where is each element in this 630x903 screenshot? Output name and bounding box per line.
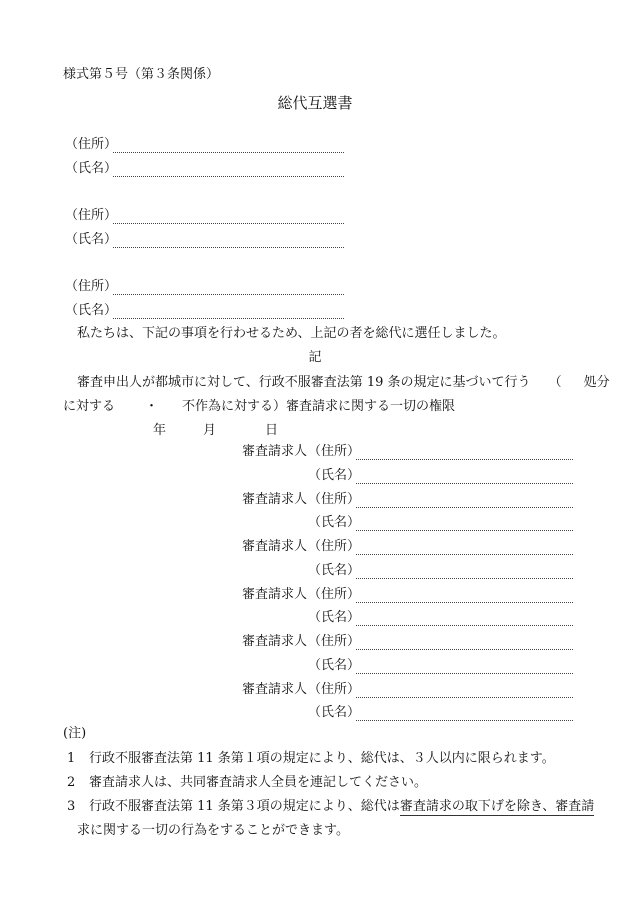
appointment-statement: 私たちは、下記の事項を行わせるため、上記の者を総代に選任しました。 [77, 326, 506, 341]
representative-name-label: （氏名） [65, 303, 118, 318]
requester-name-field[interactable] [356, 530, 573, 531]
requester-name-field[interactable] [356, 720, 573, 721]
requester-address-field[interactable] [356, 459, 573, 460]
requester-address-field[interactable] [356, 602, 573, 603]
ki-heading: 記 [308, 350, 322, 365]
document-title: 総代互選書 [277, 94, 353, 112]
representative-name-field[interactable] [113, 247, 344, 248]
requester-address-field[interactable] [356, 507, 573, 508]
requester-address-label: （住所） [308, 586, 361, 602]
option-open-paren: （ [548, 375, 562, 390]
authority-tail: 審査請求に関する一切の権限 [286, 399, 456, 414]
representative-address-field[interactable] [113, 294, 344, 295]
option-separator: ・ [145, 399, 159, 414]
requester-address-label: （住所） [308, 681, 361, 697]
authority-line-2 [63, 400, 455, 413]
representative-address-label: （住所） [65, 137, 118, 152]
requester-role-label: 審査請求人 [242, 491, 308, 507]
requester-name-label: （氏名） [308, 515, 361, 530]
requester-address-field[interactable] [356, 554, 573, 555]
requester-address-field[interactable] [356, 649, 573, 650]
notes-heading: (注) [63, 726, 87, 741]
representative-name-label: （氏名） [65, 232, 118, 247]
requester-name-label: （氏名） [308, 562, 361, 578]
requester-name-field[interactable] [356, 625, 573, 626]
option-disposition-cont: に対する [63, 399, 116, 414]
requester-name-field[interactable] [356, 578, 573, 579]
note-1-number: 1 [67, 751, 76, 766]
representative-address-field[interactable] [113, 223, 344, 224]
requester-role-label: 審査請求人 [242, 586, 308, 602]
requester-name-label: （氏名） [308, 467, 361, 483]
requester-role-label: 審査請求人 [242, 634, 308, 649]
representative-address-label: （住所） [65, 208, 118, 223]
form-number: 様式第５号（第３条関係） [63, 67, 220, 82]
requester-name-label: （氏名） [308, 610, 361, 625]
requester-role-label: 審査請求人 [242, 444, 308, 459]
representative-name-field[interactable] [113, 176, 344, 177]
representative-name-field[interactable] [113, 318, 344, 319]
authority-line-1 [77, 376, 610, 389]
note-3-number: 3 [67, 799, 76, 814]
representative-address-field[interactable] [113, 152, 344, 153]
requester-name-field[interactable] [356, 673, 573, 674]
note-3-line-1 [89, 800, 594, 813]
requester-role-label: 審査請求人 [242, 681, 308, 697]
representative-name-label: （氏名） [65, 161, 118, 176]
date-day-label: 日 [265, 423, 279, 438]
date-year-label: 年 [153, 423, 167, 438]
requester-name-label: （氏名） [308, 657, 361, 673]
note-1-text: 行政不服審査法第 11 条第１項の規定により、総代は、３人以内に限られます。 [89, 751, 555, 766]
date-month-label: 月 [203, 423, 217, 438]
requester-address-label: （住所） [308, 634, 361, 649]
note-2-text: 審査請求人は、共同審査請求人全員を連記してください。 [89, 775, 428, 790]
note-3-text-a: 行政不服審査法第 11 条第３項の規定により、総代は [89, 799, 400, 814]
representative-address-label: （住所） [65, 279, 118, 294]
requester-address-label: （住所） [308, 444, 361, 459]
requester-name-field[interactable] [356, 483, 573, 484]
authority-text-1: 審査申出人が都城市に対して、行政不服審査法第 19 条の規定に基づいて行う [77, 375, 531, 390]
option-disposition: 処分 [583, 375, 610, 390]
note-3-underlined: 審査請求の取下げを除き、審査請 [399, 799, 595, 814]
note-3-line-2: 求に関する一切の行為をすることができます。 [77, 823, 349, 838]
note-2-number: 2 [67, 775, 76, 790]
option-inaction: 不作為に対する） [182, 399, 287, 414]
requester-address-field[interactable] [356, 697, 573, 698]
requester-address-label: （住所） [308, 491, 361, 507]
requester-name-label: （氏名） [308, 705, 361, 720]
requester-role-label: 審査請求人 [242, 539, 308, 554]
requester-address-label: （住所） [308, 539, 361, 554]
